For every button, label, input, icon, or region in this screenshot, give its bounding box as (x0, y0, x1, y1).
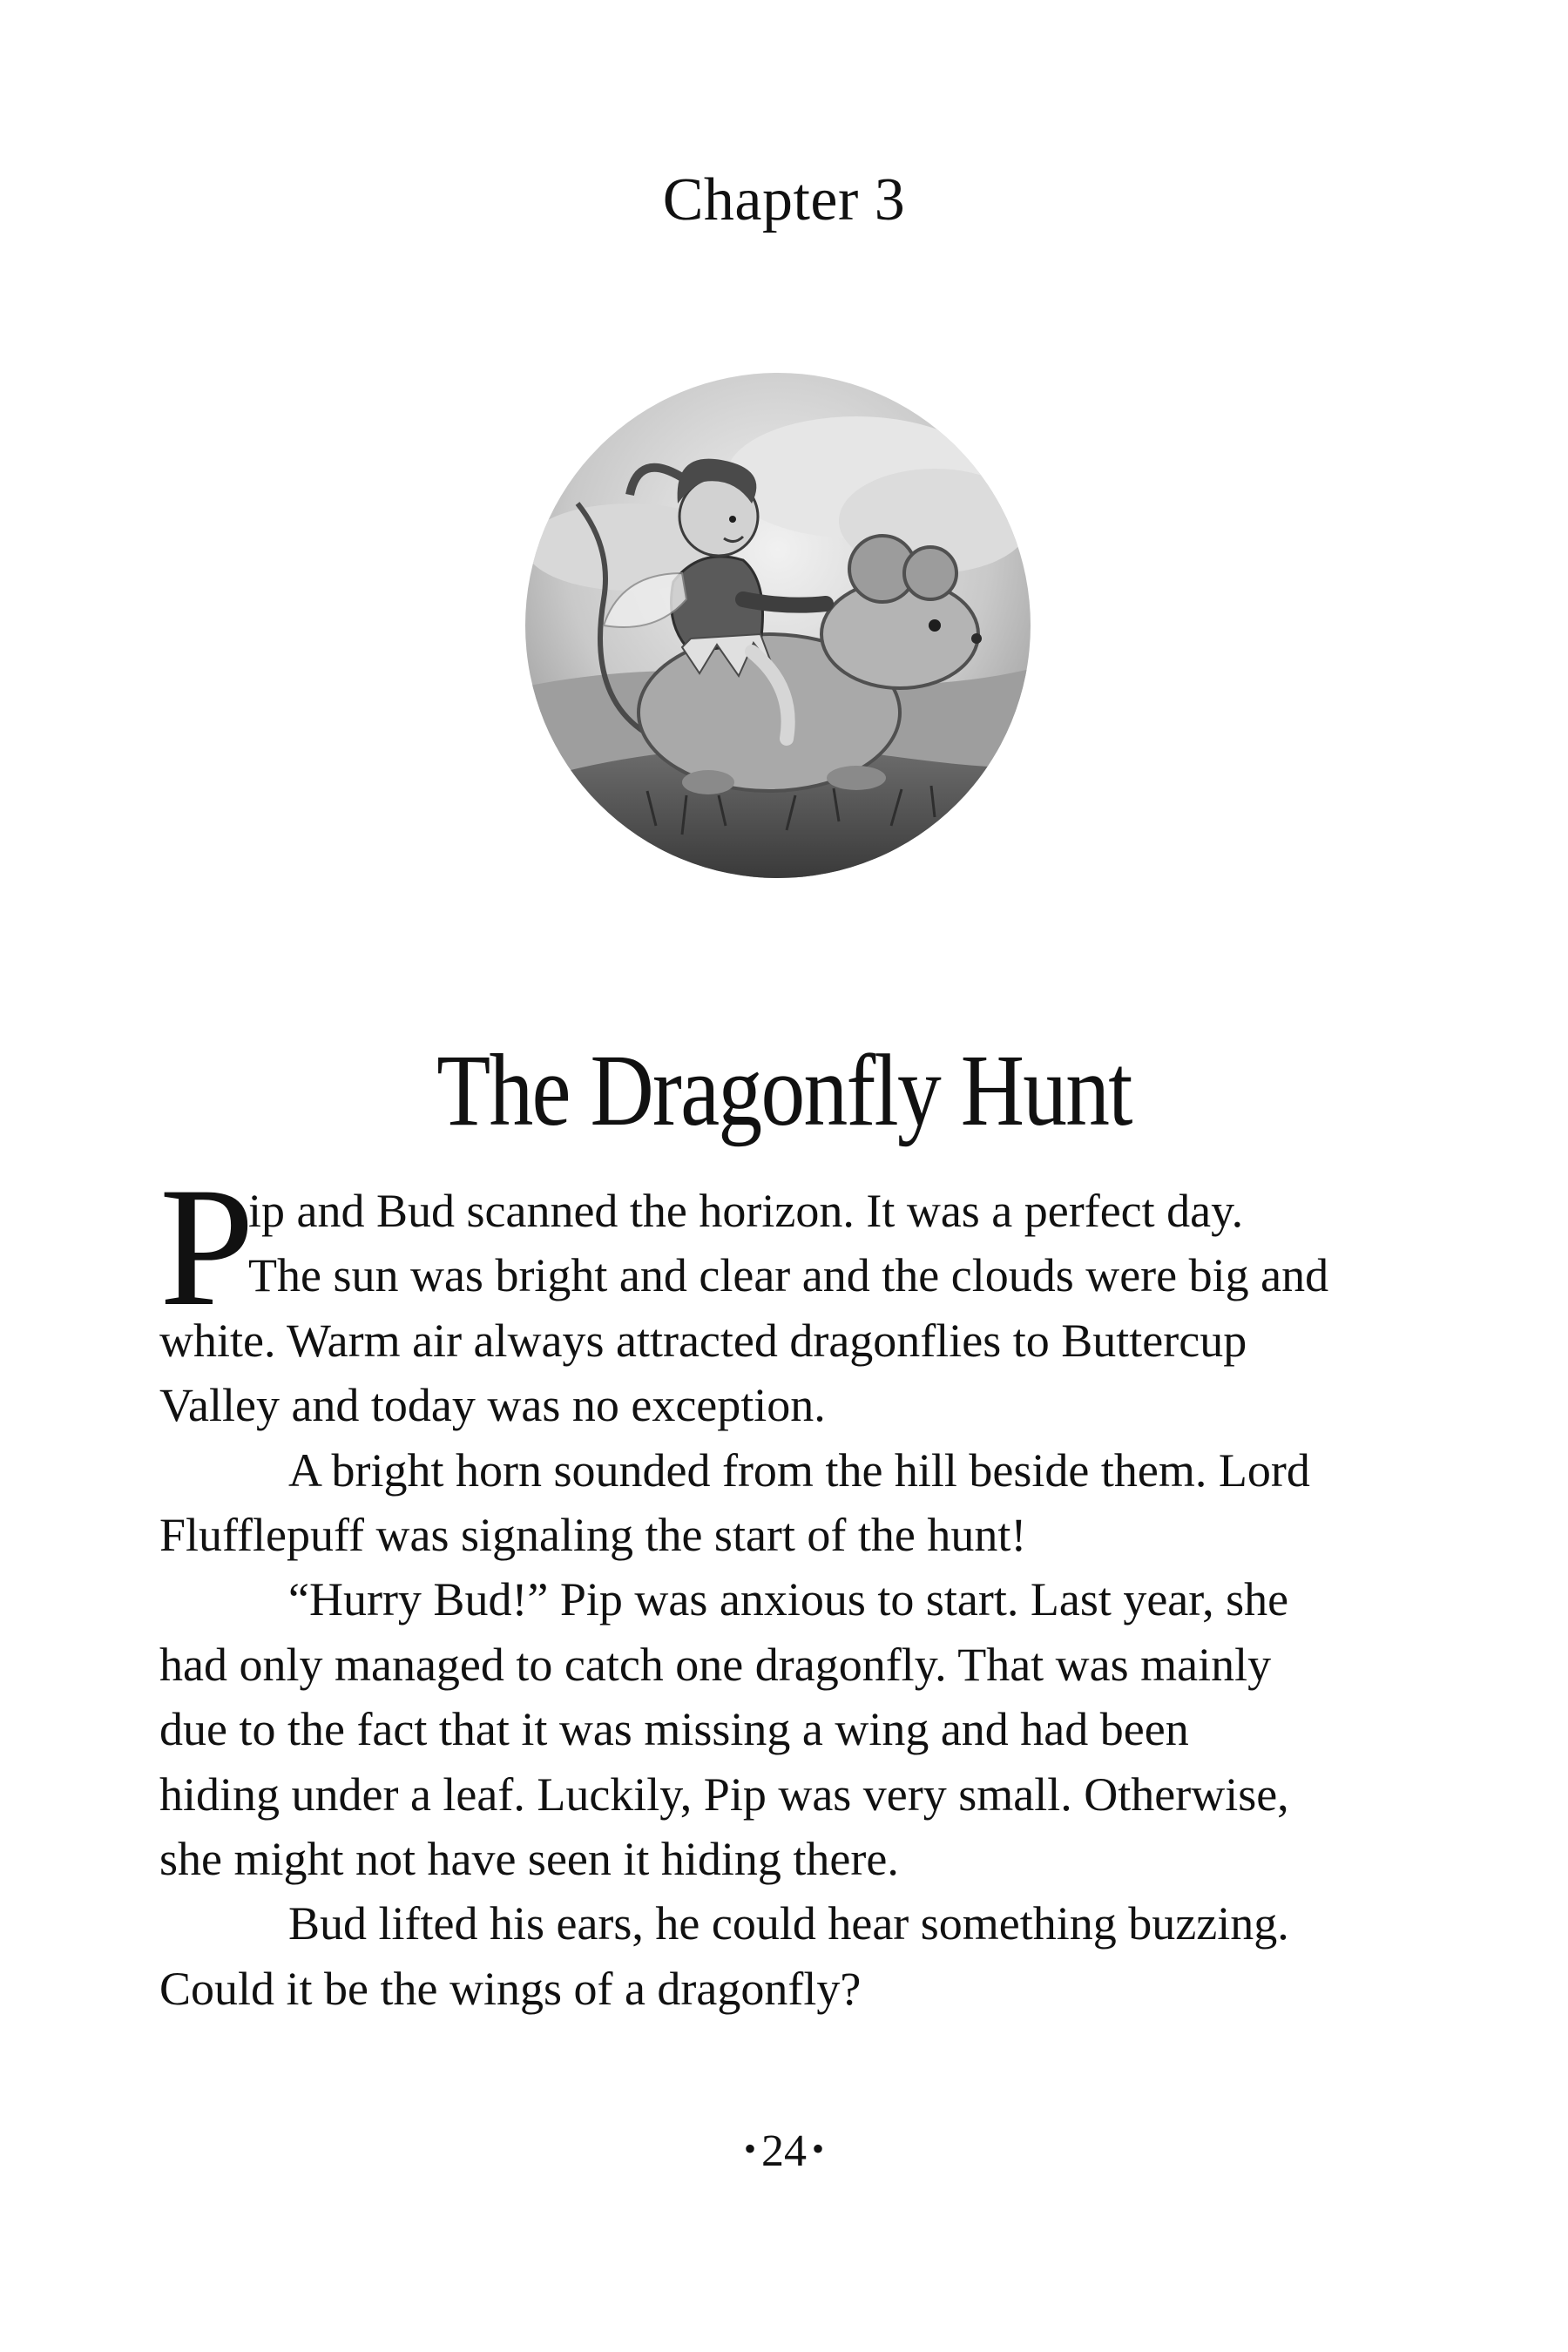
page-footer (0, 2126, 1568, 2177)
bullet-right: • (812, 2129, 825, 2168)
chapter-illustration (525, 373, 1031, 878)
chapter-label: Chapter 3 (662, 166, 906, 233)
bullet-left: • (743, 2129, 756, 2168)
girl-riding-mouse-icon (525, 373, 1031, 878)
body-line: she might not have seen it hiding there. (159, 1832, 899, 1885)
body-line: “Hurry Bud!” Pip was anxious to start. Last year, she (288, 1573, 1289, 1626)
chapter-title: The Dragonfly Hunt (436, 1033, 1132, 1148)
body-line: white. Warm air always attracted dragonflies to Buttercup (159, 1314, 1247, 1367)
drop-cap: P (159, 1152, 255, 1342)
body-line: Could it be the wings of a dragonfly? (159, 1962, 862, 2015)
body-line: due to the fact that it was missing a wing and had been (159, 1703, 1189, 1756)
chapter-body (159, 1152, 1414, 2021)
body-line: had only managed to catch one dragonfly. That was mainly (159, 1638, 1272, 1691)
body-line: Valley and today was no exception. (159, 1379, 826, 1432)
body-line: hiding under a leaf. Luckily, Pip was very small. Otherwise, (159, 1767, 1289, 1821)
body-line: A bright horn sounded from the hill beside them. Lord (288, 1443, 1310, 1497)
body-line: Flufflepuff was signaling the start of the hunt! (159, 1508, 1027, 1561)
body-line: ip and Bud scanned the horizon. It was a perfect day. (248, 1185, 1244, 1237)
page-number: 24 (761, 2126, 807, 2176)
body-line: The sun was bright and clear and the clouds were big and (248, 1249, 1329, 1302)
body-line: Bud lifted his ears, he could hear something buzzing. (288, 1897, 1289, 1950)
